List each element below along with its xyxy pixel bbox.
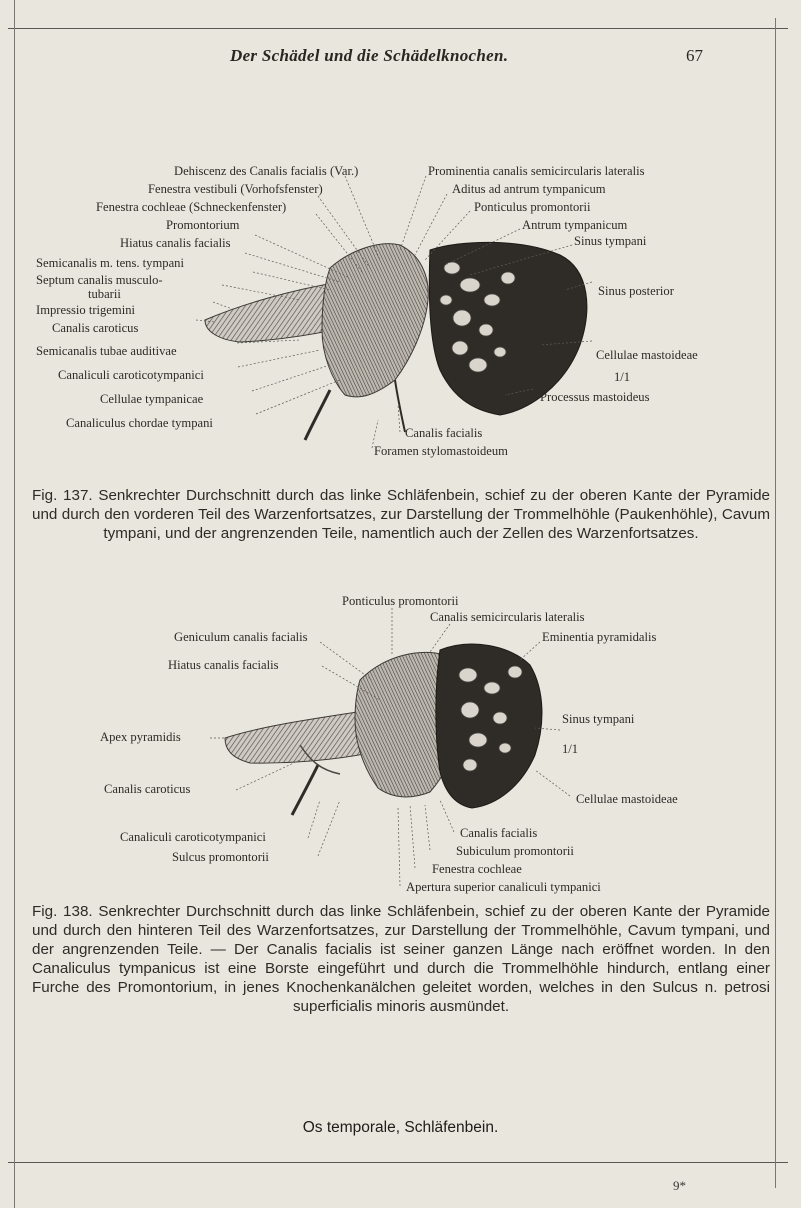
label-semicanalis-m-tens-tympani: Semicanalis m. tens. tympani (36, 256, 184, 270)
label-apex-pyramidis: Apex pyramidis (100, 730, 181, 744)
label-canaliculi-caroticotympanici-138: Canaliculi caroticotympanici (120, 830, 266, 844)
label-sulcus-promontorii: Sulcus promontorii (172, 850, 269, 864)
signature-mark: 9* (673, 1178, 686, 1193)
tympanic-cavity-section (322, 244, 428, 397)
caption-fig137: Fig. 137. Senkrechter Durchschnitt durch das linke Schläfenbein, schief zu der oberen Kante der Pyramide und durch den vorderen Teil des Warzenfortsatzes, zur Darstellung der Trommelhöhle (Paukenhöhle), Cavum tympani, und der angrenzenden Teile, namentlich auch der Zellen des Warzenfortsatzes. (32, 487, 770, 542)
label-canalis-caroticus-138: Canalis caroticus (104, 782, 191, 796)
label-canaliculi-caroticotympanici: Canaliculi caroticotympanici (58, 368, 204, 382)
running-title: Der Schädel und die Schädelknochen. (230, 46, 509, 65)
tympanic-cells-spur (305, 390, 330, 440)
label-scale-fig138: 1/1 (562, 742, 579, 756)
label-aditus-ad-antrum: Aditus ad antrum tympanicum (452, 182, 606, 196)
plate-title: Os temporale, Schläfenbein. (302, 1119, 499, 1136)
caption-fig138: Fig. 138. Senkrechter Durchschnitt durch das linke Schläfenbein, schief zu der oberen Kante der Pyramide und durch den hinteren Teil des Warzenfortsatzes, zur Darstellung der Trommelhöhle, Cavum tympani, und der angrenzenden Teile. — Der Canalis facialis ist seiner ganzen Länge nach eröffnet worden. In den Canaliculus tympanicus ist eine Borste eingeführt und durch die Trommelhöhle hindurch, entlang einer Furche des Promontorium, in jenes Knochenkanälchen geleitet worden, welches in den Sulcus n. petrosi superficialis minoris ausmündet. (32, 903, 770, 1015)
label-impressio-trigemini: Impressio trigemini (36, 303, 135, 317)
label-promontorium: Promontorium (166, 218, 240, 232)
label-foramen-stylomastoideum: Foramen stylomastoideum (374, 444, 508, 458)
label-hiatus-canalis-facialis: Hiatus canalis facialis (120, 236, 231, 250)
label-sinus-tympani: Sinus tympani (574, 234, 647, 248)
label-processus-mastoideus: Processus mastoideus (540, 390, 650, 404)
mastoid-section-138 (436, 644, 542, 808)
label-geniculum-canalis-facialis: Geniculum canalis facialis (174, 630, 308, 644)
label-canalis-semicircularis-lateralis: Canalis semicircularis lateralis (430, 610, 585, 624)
label-canalis-facialis-138: Canalis facialis (460, 826, 538, 840)
label-canaliculus-chordae-tympani: Canaliculus chordae tympani (66, 416, 213, 430)
label-prominentia-canalis-semicircularis: Prominentia canalis semicircularis lateralis (428, 164, 645, 178)
label-apertura-superior-canaliculi: Apertura superior canaliculi tympanici (406, 880, 601, 894)
label-scale-fig137: 1/1 (614, 370, 631, 384)
label-canalis-caroticus: Canalis caroticus (52, 321, 139, 335)
label-septum-canalis: Septum canalis musculo- (36, 273, 163, 287)
label-fenestra-vestibuli: Fenestra vestibuli (Vorhofsfenster) (148, 182, 323, 196)
bottom-trim-line (8, 1162, 788, 1163)
label-cellulae-mastoideae-138: Cellulae mastoideae (576, 792, 678, 806)
label-ponticulus-promontorii: Ponticulus promontorii (474, 200, 591, 214)
label-ponticulus-promontorii-138: Ponticulus promontorii (342, 594, 459, 608)
figure-137 (0, 0, 801, 500)
facial-canal (395, 380, 405, 432)
label-eminentia-pyramidalis: Eminentia pyramidalis (542, 630, 657, 644)
label-cellulae-mastoideae: Cellulae mastoideae (596, 348, 698, 362)
label-cellulae-tympanicae: Cellulae tympanicae (100, 392, 204, 406)
label-sinus-tympani-138: Sinus tympani (562, 712, 635, 726)
page-number: 67 (686, 46, 703, 65)
label-sinus-posterior: Sinus posterior (598, 284, 674, 298)
label-semicanalis-tubae-auditivae: Semicanalis tubae auditivae (36, 344, 177, 358)
label-dehiscenz-canalis-facialis: Dehiscenz des Canalis facialis (Var.) (174, 164, 359, 178)
label-hiatus-canalis-facialis-138: Hiatus canalis facialis (168, 658, 279, 672)
label-fenestra-cochleae-138: Fenestra cochleae (432, 862, 522, 876)
canaliculi-spur-138 (292, 765, 318, 815)
label-antrum-tympanicum: Antrum tympanicum (522, 218, 628, 232)
label-subiculum-promontorii: Subiculum promontorii (456, 844, 574, 858)
label-canalis-facialis: Canalis facialis (405, 426, 483, 440)
label-septum-tubarii: tubarii (88, 287, 121, 301)
label-fenestra-cochleae: Fenestra cochleae (Schneckenfenster) (96, 200, 287, 214)
